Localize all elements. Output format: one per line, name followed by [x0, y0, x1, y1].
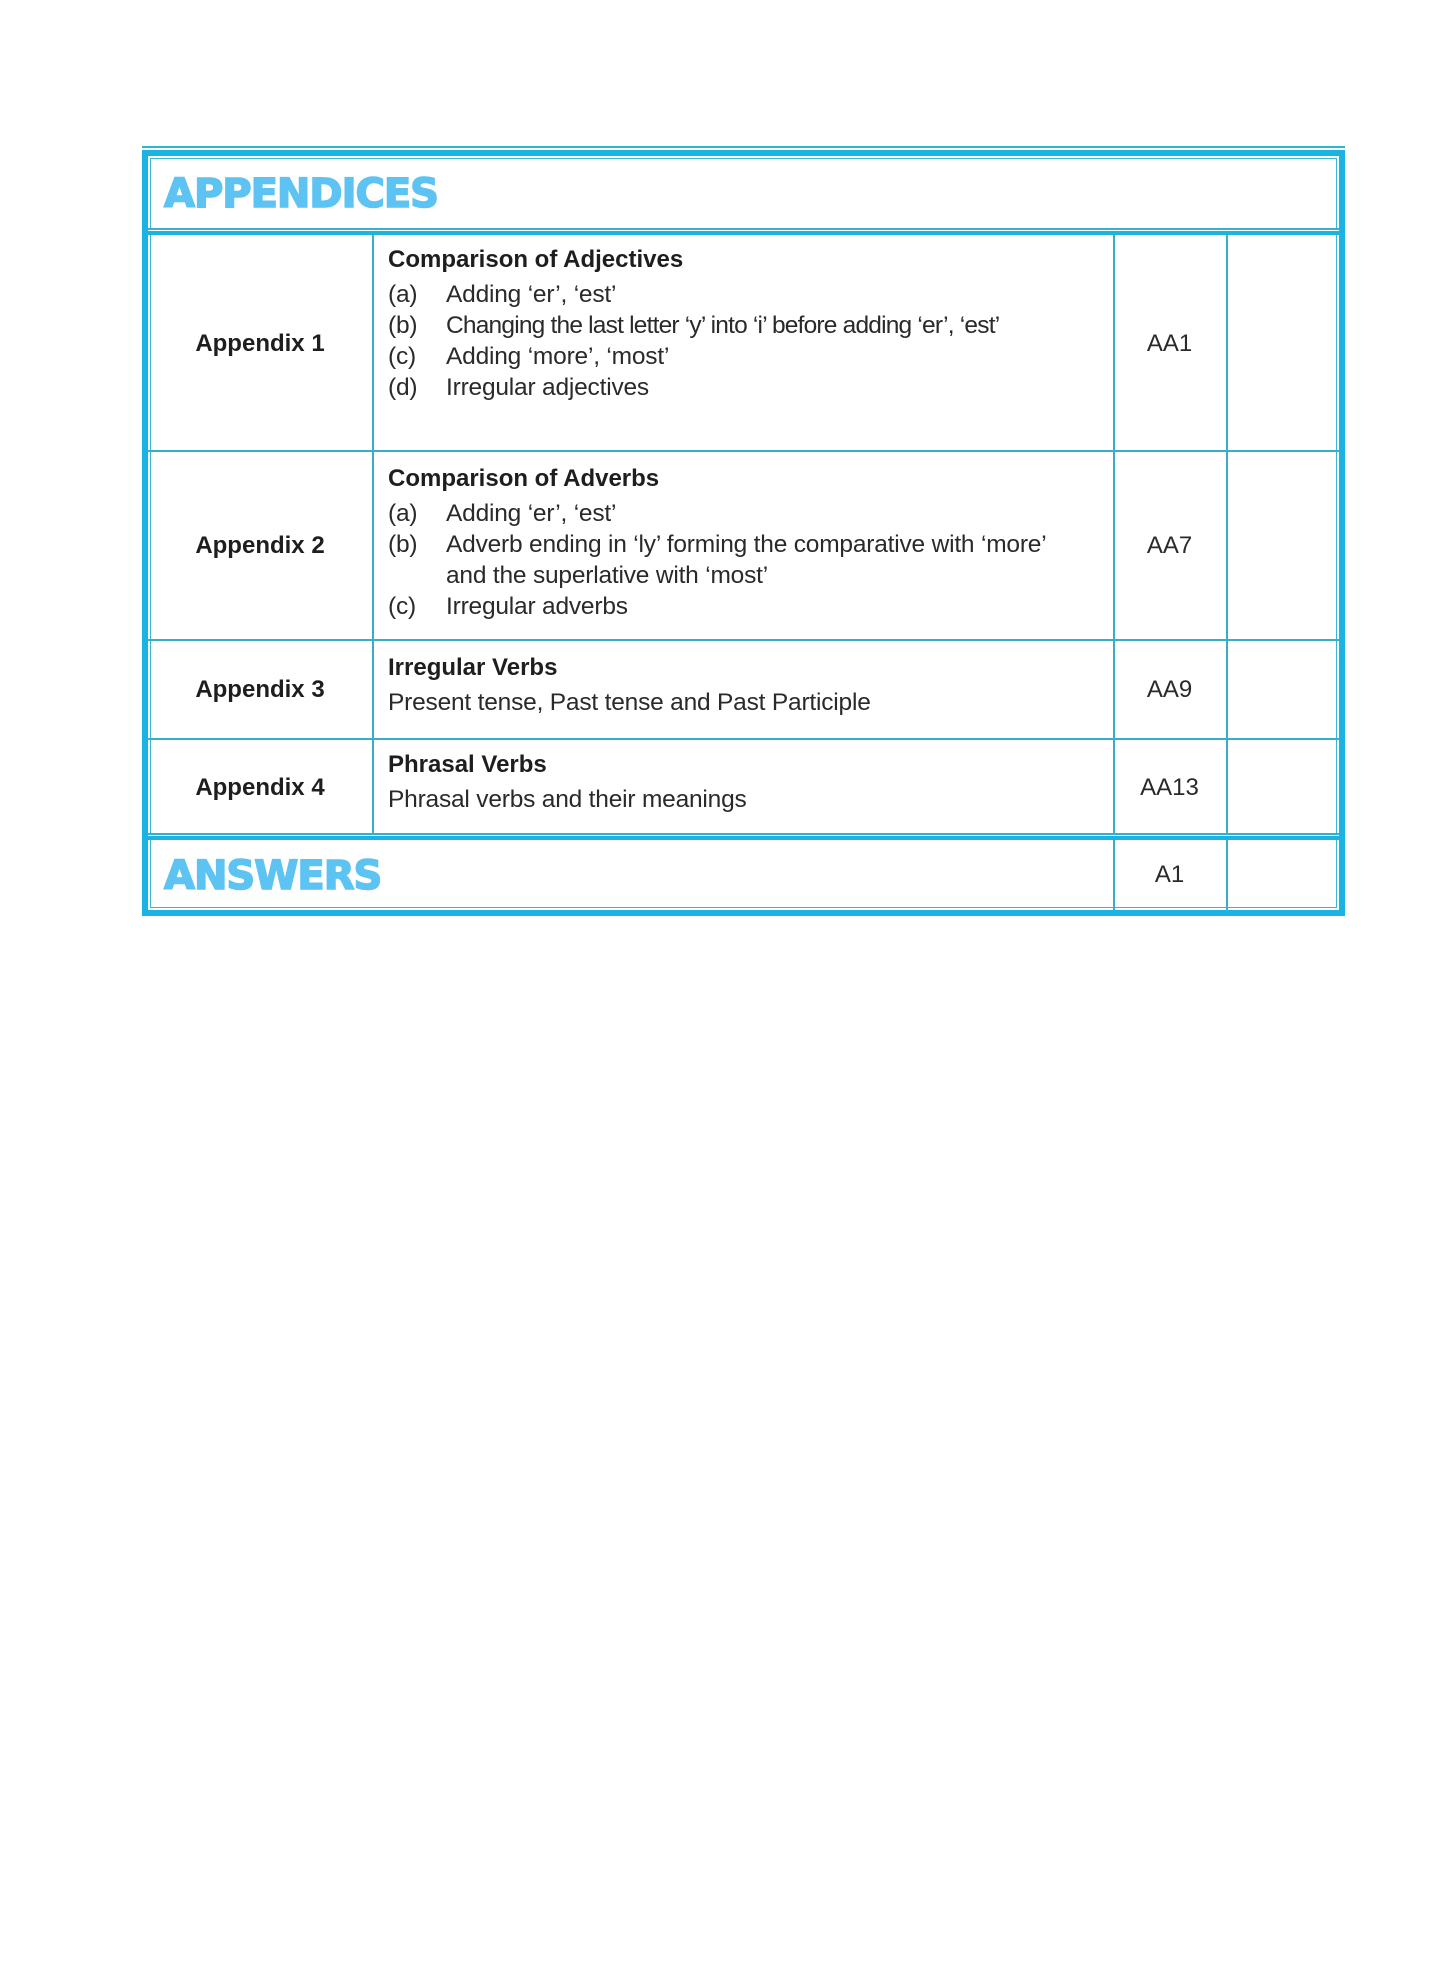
table-row-appendix-4 [148, 740, 1339, 836]
page-reference: A1 [1154, 861, 1185, 888]
list-item [388, 498, 1108, 529]
item-text: Adverb ending in ‘ly’ forming the comparative with ‘more’ and the superlative with ‘most’ [446, 531, 1046, 589]
table-row-appendix-2 [148, 452, 1339, 639]
list-item [388, 310, 1108, 341]
header-divider [148, 228, 1339, 235]
page-reference: AA1 [1146, 329, 1193, 357]
item-text: Adding ‘er’, ‘est’ [446, 281, 617, 308]
list-item [388, 591, 1108, 622]
page-reference: AA9 [1146, 675, 1193, 703]
appendix-label: Appendix 3 [195, 675, 325, 703]
appendix-description [388, 245, 1108, 403]
appendix-title: Phrasal Verbs [388, 751, 547, 778]
page-reference: AA13 [1140, 774, 1199, 801]
appendices-table [142, 150, 1345, 916]
appendix-description [388, 464, 1108, 622]
item-text: Adding ‘er’, ‘est’ [446, 500, 617, 527]
answers-divider [148, 833, 1339, 840]
appendix-subtitle: Phrasal verbs and their meanings [388, 786, 747, 813]
appendix-label: Appendix 2 [195, 531, 325, 559]
appendices-header [148, 156, 1339, 228]
item-marker: (d) [388, 374, 418, 401]
page-reference: AA7 [1146, 531, 1193, 559]
section-title-answers: ANSWERS [164, 853, 382, 899]
table-row-answers [148, 840, 1339, 910]
table-row-appendix-3 [148, 641, 1339, 738]
appendix-title: Comparison of Adverbs [388, 465, 660, 492]
list-item [388, 372, 1108, 403]
item-text: Irregular adjectives [446, 374, 649, 401]
item-marker: (a) [388, 500, 418, 527]
appendix-title: Irregular Verbs [388, 654, 558, 681]
top-rule [142, 146, 1345, 148]
appendix-description [388, 750, 1108, 815]
appendix-label: Appendix 1 [195, 329, 325, 357]
table-row-appendix-1 [148, 235, 1339, 452]
appendix-description [388, 653, 1108, 718]
item-marker: (a) [388, 281, 418, 308]
item-text: Adding ‘more’, ‘most’ [446, 343, 670, 370]
list-item [388, 279, 1108, 310]
list-item [388, 529, 1108, 591]
item-marker: (c) [388, 343, 416, 370]
item-marker: (b) [388, 312, 418, 339]
item-text: Irregular adverbs [446, 593, 628, 620]
appendix-title: Comparison of Adjectives [388, 246, 684, 273]
list-item [388, 341, 1108, 372]
appendix-label: Appendix 4 [195, 774, 325, 801]
item-text: Changing the last letter ‘y’ into ‘i’ before adding ‘er’, ‘est’ [446, 312, 1000, 339]
item-marker: (c) [388, 593, 416, 620]
appendix-subtitle: Present tense, Past tense and Past Participle [388, 689, 871, 716]
item-marker: (b) [388, 531, 418, 558]
section-title-appendices: APPENDICES [164, 171, 438, 217]
